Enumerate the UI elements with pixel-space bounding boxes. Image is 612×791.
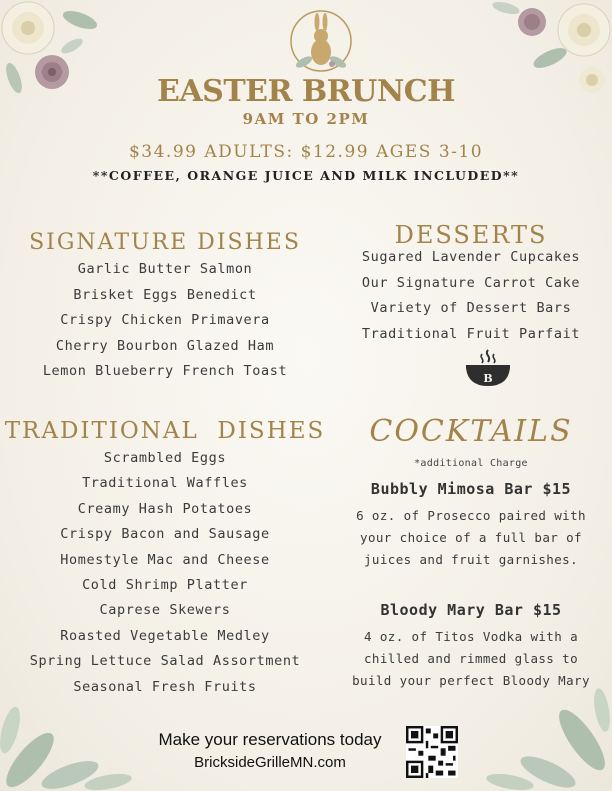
bottom-right-leaves-icon [472,680,612,791]
description-line: 4 oz. of Titos Vodka with a [364,629,578,644]
description-line: your choice of a full bar of [360,530,582,545]
signature-dishes-list [10,257,320,385]
description-line: chilled and rimmed glass to [364,651,578,666]
grill-logo-icon [460,346,516,388]
signature-dishes-title: SIGNATURE DISHES [29,230,301,255]
description-line: build your perfect Bloody Mary [352,673,590,688]
list-item: Crispy Chicken Primavera [60,312,270,328]
list-item: Seasonal Fresh Fruits [73,678,257,695]
page-title: EASTER BRUNCH [157,74,455,109]
hours: 9AM TO 2PM [242,110,370,128]
desserts-list [340,245,602,347]
logo-letter: B [483,372,493,385]
list-item: Caprese Skewers [99,602,231,619]
list-item: Traditional Fruit Parfait [361,325,581,342]
list-item: Brisket Eggs Benedict [73,286,257,303]
list-item: Roasted Vegetable Medley [60,627,270,644]
traditional-dishes-list [0,446,330,700]
prices: $34.99 ADULTS: $12.99 AGES 3-10 [128,142,484,162]
cocktail-description [340,626,602,692]
list-item: Homestyle Mac and Cheese [60,551,270,568]
list-item: Cold Shrimp Platter [82,576,248,593]
list-item: Lemon Blueberry French Toast [42,363,288,379]
cocktail-title: Bubbly Mimosa Bar $15 [370,480,572,498]
list-item: Spring Lettuce Salad Assortment [29,653,301,670]
cocktail-description [340,505,602,571]
website-link[interactable]: BricksideGrilleMN.com [194,754,346,771]
list-item: Garlic Butter Salmon [77,261,253,277]
reservation-text: Make your reservations today [158,730,382,749]
desserts-title: DESSERTS [394,221,548,249]
qr-code-icon[interactable] [406,726,458,778]
additional-charge-note: *additional Charge [414,458,528,469]
description-line: juices and fruit garnishes. [364,552,578,567]
cocktails-title: COCKTAILS [369,414,573,449]
list-item: Sugared Lavender Cupcakes [361,249,581,265]
included-note: **COFFEE, ORANGE JUICE AND MILK INCLUDED** [92,168,520,183]
list-item: Crispy Bacon and Sausage [60,526,270,543]
traditional-dishes-title: TRADITIONAL DISHES [4,418,326,444]
list-item: Scrambled Eggs [103,450,227,466]
list-item: Cherry Bourbon Glazed Ham [55,337,275,354]
list-item: Variety of Dessert Bars [370,300,572,316]
cocktail-title: Bloody Mary Bar $15 [380,601,562,619]
description-line: 6 oz. of Prosecco paired with [356,508,586,523]
bottom-left-leaves-icon [0,690,140,791]
list-item: Creamy Hash Potatoes [77,500,253,517]
bunny-wreath-icon [286,6,356,76]
list-item: Traditional Waffles [82,475,248,492]
list-item: Our Signature Carrot Cake [361,274,581,291]
